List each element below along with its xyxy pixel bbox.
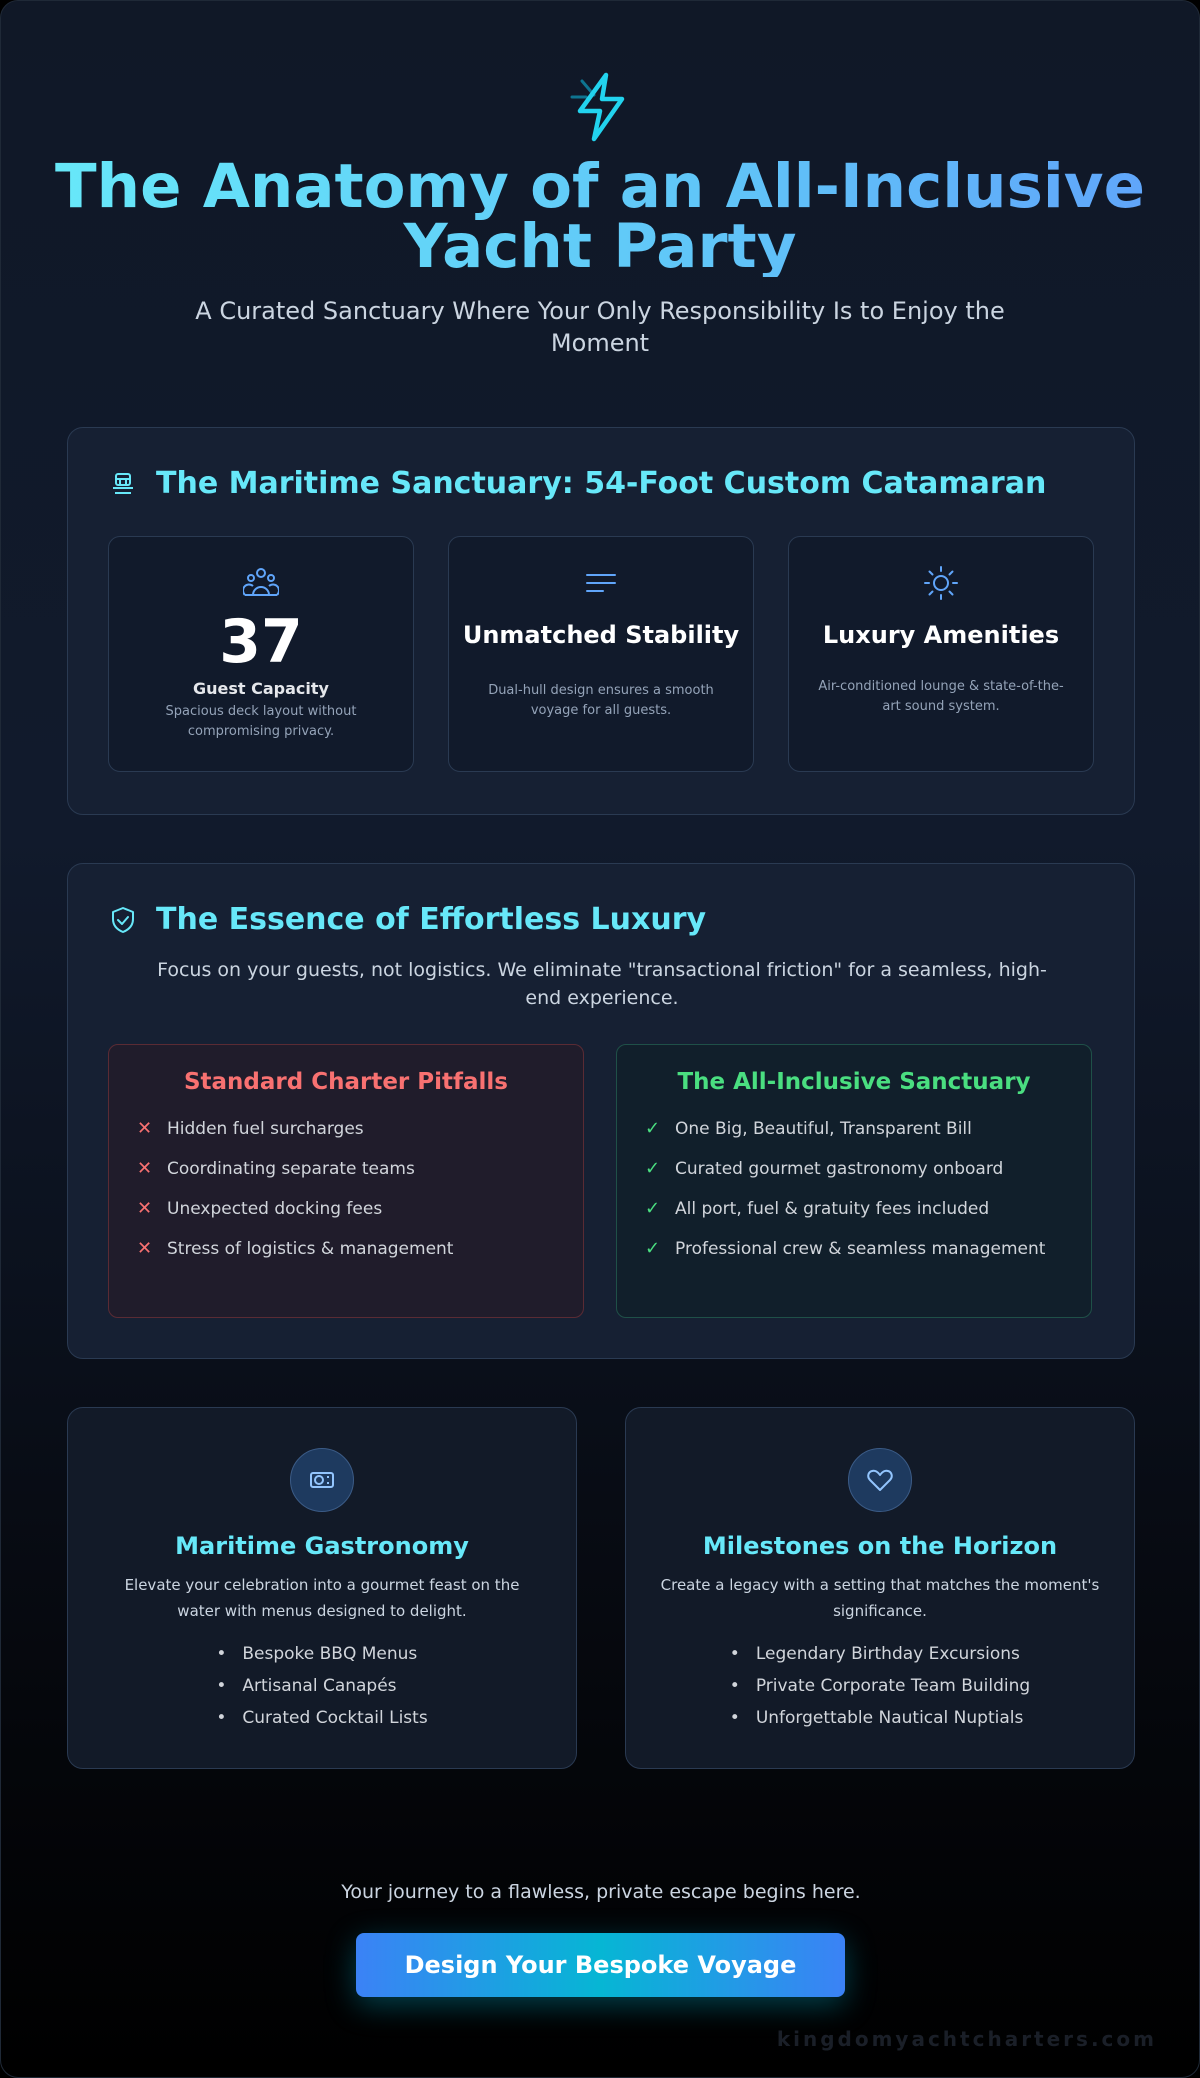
sun-icon [923, 565, 959, 601]
money-icon [307, 1465, 337, 1495]
guest-capacity-desc: Spacious deck layout without compromising privacy. [165, 704, 357, 739]
heart-icon [865, 1465, 895, 1495]
x-icon: ✕ [137, 1118, 153, 1139]
check-icon: ✓ [645, 1198, 661, 1219]
list-item: ✓ One Big, Beautiful, Transparent Bill [643, 1115, 1065, 1143]
gastronomy-icon-badge [290, 1448, 354, 1512]
guest-capacity-value: 37 [219, 607, 303, 677]
gastronomy-card [67, 1407, 577, 1769]
x-icon: ✕ [137, 1238, 153, 1259]
list-item: ✕ Unexpected docking fees [135, 1195, 557, 1223]
stability-title: Unmatched Stability [462, 621, 740, 649]
list-item: • Curated Cocktail Lists [216, 1702, 427, 1734]
ship-icon [108, 469, 138, 499]
page-title: The Anatomy of an All-Inclusive Yacht Party [50, 157, 1150, 277]
lightning-bolt-icon [560, 67, 640, 147]
pitfalls-list [135, 1115, 557, 1263]
shield-check-icon [108, 905, 138, 935]
x-icon: ✕ [137, 1198, 153, 1219]
x-icon: ✕ [137, 1158, 153, 1179]
all-inclusive-panel [616, 1044, 1092, 1318]
stability-desc: Dual-hull design ensures a smooth voyage for all guests. [488, 683, 714, 718]
vessel-card [67, 427, 1135, 815]
vessel-card-header [108, 466, 1046, 501]
amenities-desc: Air-conditioned lounge & state-of-the-art sound system. [818, 679, 1064, 714]
milestones-list [730, 1638, 1030, 1734]
amenities-title: Luxury Amenities [822, 621, 1060, 649]
essence-card [67, 863, 1135, 1359]
standard-pitfalls-panel [108, 1044, 584, 1318]
benefits-list [643, 1115, 1065, 1263]
check-icon: ✓ [645, 1158, 661, 1179]
essence-intro: Focus on your guests, not logistics. We eliminate "transactional friction" for a seamless, high-end experience. [157, 959, 1047, 1009]
hero-section [1, 1, 1199, 359]
check-icon: ✓ [645, 1118, 661, 1139]
gastronomy-desc: Elevate your celebration into a gourmet feast on the water with menus designed to delight. [124, 1576, 520, 1620]
stat-amenities [788, 536, 1094, 772]
lines-icon [583, 565, 619, 601]
milestones-desc: Create a legacy with a setting that matches the moment's significance. [660, 1576, 1100, 1620]
gastronomy-list [216, 1638, 427, 1734]
all-inclusive-title: The All-Inclusive Sanctuary [677, 1069, 1031, 1095]
list-item: • Legendary Birthday Excursions [730, 1638, 1030, 1670]
list-item: ✓ All port, fuel & gratuity fees included [643, 1195, 1065, 1223]
guest-capacity-label: Guest Capacity [193, 679, 329, 698]
list-item: ✓ Professional crew & seamless management [643, 1235, 1065, 1263]
essence-card-header [108, 902, 706, 937]
page-subtitle: A Curated Sanctuary Where Your Only Responsibility Is to Enjoy the Moment [195, 297, 1005, 357]
list-item: ✕ Hidden fuel surcharges [135, 1115, 557, 1143]
list-item: • Private Corporate Team Building [730, 1670, 1030, 1702]
list-item: ✕ Stress of logistics & management [135, 1235, 557, 1263]
essence-card-title: The Essence of Effortless Luxury [156, 902, 707, 937]
stat-stability [448, 536, 754, 772]
list-item: • Unforgettable Nautical Nuptials [730, 1702, 1030, 1734]
list-item: • Bespoke BBQ Menus [216, 1638, 427, 1670]
milestones-card [625, 1407, 1135, 1769]
milestones-icon-badge [848, 1448, 912, 1512]
list-item: ✕ Coordinating separate teams [135, 1155, 557, 1183]
check-icon: ✓ [645, 1238, 661, 1259]
vessel-card-title: The Maritime Sanctuary: 54-Foot Custom Catamaran [156, 466, 1047, 501]
gastronomy-title: Maritime Gastronomy [175, 1532, 469, 1560]
milestones-title: Milestones on the Horizon [702, 1532, 1058, 1560]
cta-text: Your journey to a flawless, private escape begins here. [341, 1881, 861, 1903]
list-item: ✓ Curated gourmet gastronomy onboard [643, 1155, 1065, 1183]
list-item: • Artisanal Canapés [216, 1670, 427, 1702]
users-icon [243, 565, 279, 601]
stat-guest-capacity [108, 536, 414, 772]
design-voyage-button[interactable]: Design Your Bespoke Voyage [356, 1933, 845, 1997]
standard-pitfalls-title: Standard Charter Pitfalls [183, 1069, 509, 1095]
watermark: kingdomyachtcharters.com [776, 2027, 1157, 2051]
